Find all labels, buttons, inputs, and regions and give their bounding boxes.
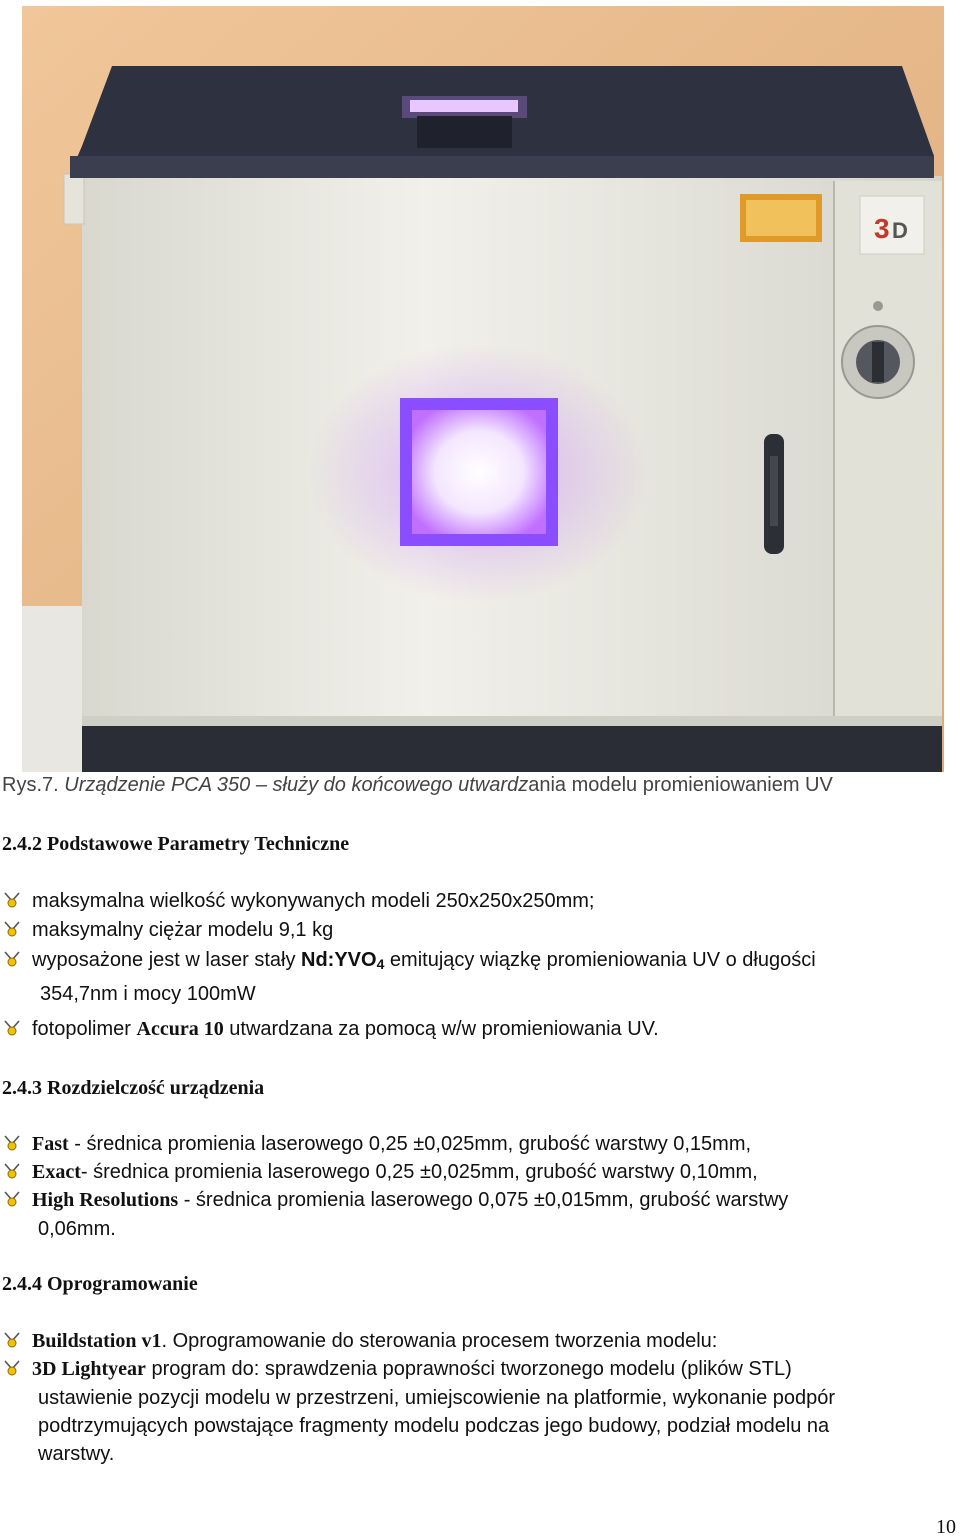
caption-italic: Urządzenie PCA 350 – służy do końcowego utwardz <box>64 774 529 796</box>
laser-subscript: 4 <box>376 956 385 972</box>
list-item <box>2 890 594 913</box>
bullet-icon <box>2 1162 22 1180</box>
resolution-mode: Exact <box>32 1161 81 1183</box>
svg-text:D: D <box>892 218 908 243</box>
caption-rest: ania modelu promieniowaniem UV <box>528 774 833 796</box>
bullet-icon <box>2 1019 22 1037</box>
svg-text:3: 3 <box>874 213 890 244</box>
software-name: Buildstation v1 <box>32 1330 162 1352</box>
resolution-desc: - średnica promienia laserowego 0,25 ±0,025mm, grubość warstwy 0,10mm, <box>80 1161 758 1183</box>
bullet-icon <box>2 920 22 938</box>
uv-curing-oven-photo <box>22 6 944 772</box>
list-item-continuation: ustawienie pozycji modelu w przestrzeni, umiejscowienie na platformie, wykonanie podpór <box>38 1387 836 1409</box>
heading-2-4-2: 2.4.2 Podstawowe Parametry Techniczne <box>2 833 350 855</box>
laser-text-pre: wyposażone jest w laser stały <box>32 949 302 971</box>
list-item-continuation: 354,7nm i mocy 100mW <box>40 983 256 1005</box>
software-desc: . Oprogramowanie do sterowania procesem tworzenia modelu: <box>161 1330 718 1352</box>
bullet-icon <box>2 891 22 909</box>
bullet-icon <box>2 1331 22 1349</box>
list-item <box>2 1358 792 1381</box>
resolution-mode: High Resolutions <box>32 1189 179 1211</box>
list-item-continuation: 0,06mm. <box>38 1218 116 1240</box>
page-number: 10 <box>936 1516 956 1538</box>
laser-type: Nd:YVO <box>301 949 377 971</box>
software-name: 3D Lightyear <box>32 1358 146 1380</box>
list-item-continuation: podtrzymujących powstające fragmenty modelu podczas jego budowy, podział modelu na <box>38 1415 830 1437</box>
heading-2-4-3: 2.4.3 Rozdzielczość urządzenia <box>2 1077 265 1099</box>
laser-text-post: emitujący wiązkę promieniowania UV o długości <box>384 949 816 971</box>
list-item-continuation: warstwy. <box>38 1443 115 1465</box>
list-item <box>2 1133 751 1156</box>
heading-2-4-4: 2.4.4 Oprogramowanie <box>2 1273 198 1295</box>
list-item <box>2 919 333 942</box>
oven-photo <box>22 6 944 772</box>
resolution-desc: - średnica promienia laserowego 0,25 ±0,025mm, grubość warstwy 0,15mm, <box>68 1133 752 1155</box>
photopolymer-name: Accura 10 <box>136 1018 224 1040</box>
bullet-icon <box>2 1190 22 1208</box>
resolution-mode: Fast <box>32 1133 69 1155</box>
bullet-icon <box>2 950 22 968</box>
software-desc: program do: sprawdzenia poprawności tworzonego modelu (plików STL) <box>145 1358 792 1380</box>
list-item-text: maksymalny ciężar modelu 9,1 kg <box>32 919 334 941</box>
photopolymer-post: utwardzana za pomocą w/w promieniowania UV. <box>223 1018 659 1040</box>
list-item <box>2 1161 758 1184</box>
list-item <box>2 1018 659 1041</box>
bullet-icon <box>2 1359 22 1377</box>
list-item-text: maksymalna wielkość wykonywanych modeli 250x250x250mm; <box>32 890 595 912</box>
list-item <box>2 949 816 972</box>
list-item <box>2 1189 788 1212</box>
resolution-desc: - średnica promienia laserowego 0,075 ±0,015mm, grubość warstwy <box>178 1189 789 1211</box>
bullet-icon <box>2 1134 22 1152</box>
figure-caption <box>2 774 833 797</box>
caption-prefix: Rys.7. <box>2 774 65 796</box>
list-item <box>2 1330 717 1353</box>
photopolymer-pre: fotopolimer <box>32 1018 137 1040</box>
